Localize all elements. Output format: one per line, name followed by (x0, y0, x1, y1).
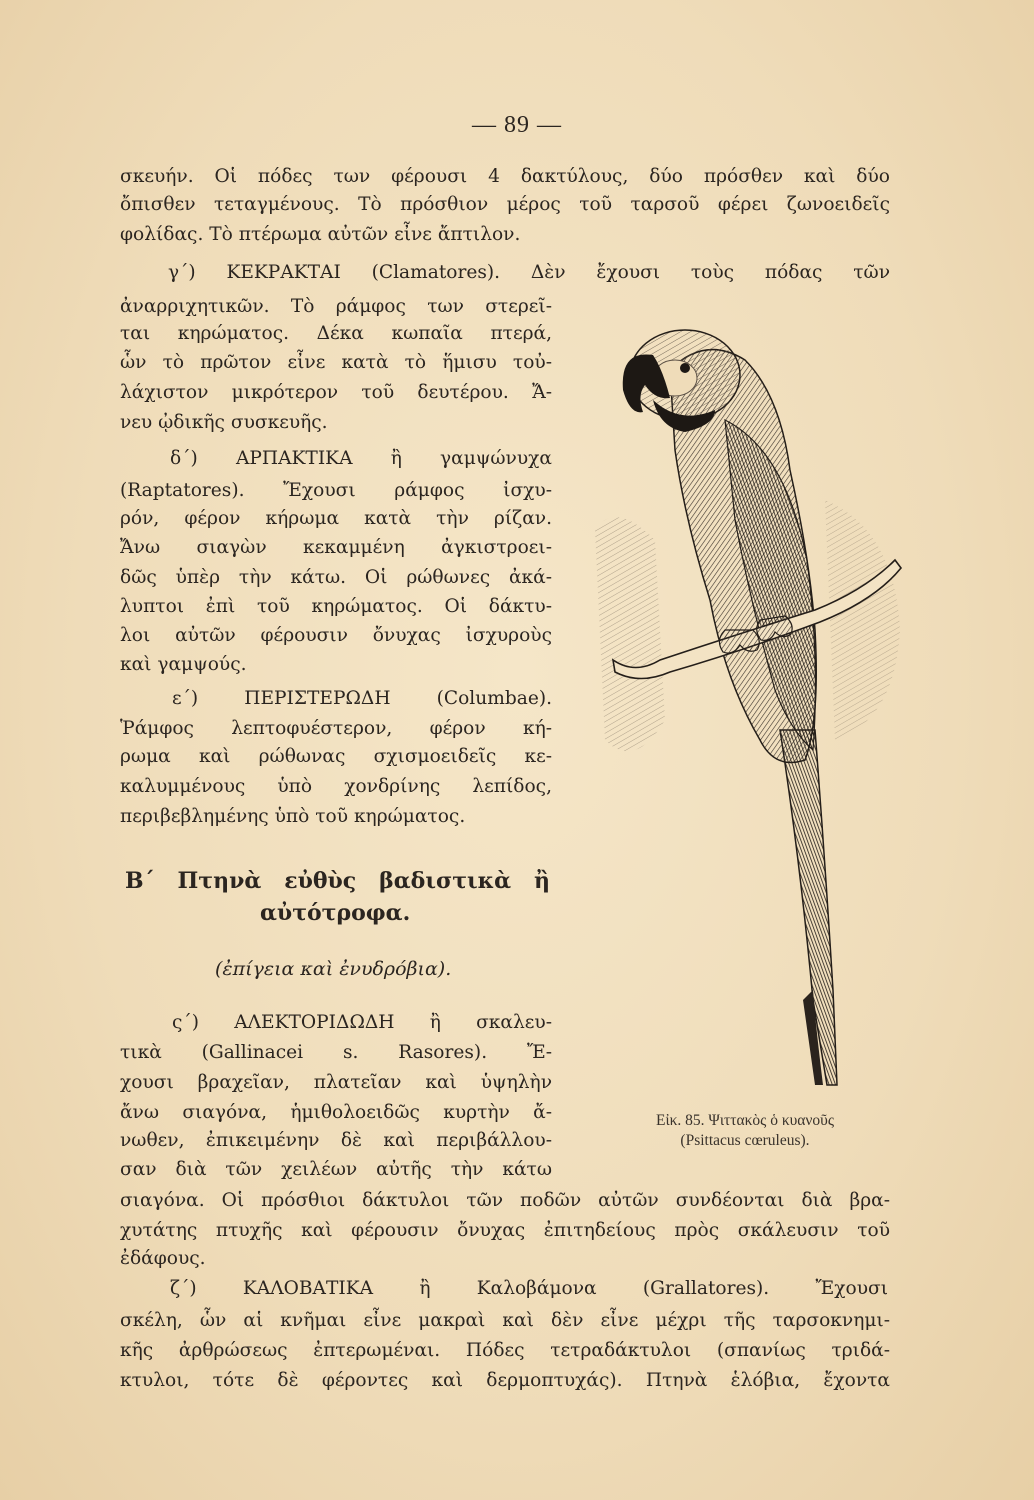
group-subheading: (ἐπίγεια καὶ ἐνυδρόβια). (215, 958, 452, 980)
group-heading-continued: αὐτότροφα. (260, 900, 411, 926)
text-line: χουσι βραχεῖαν, πλατεῖαν καὶ ὑψηλὴν (120, 1072, 552, 1093)
group-heading: Β΄ Πτηνὰ εὐθὺς βαδιστικὰ ἢ (125, 868, 550, 894)
text-line: Ῥάμφος λεπτοφυέστερον, φέρον κή- (120, 718, 552, 739)
text-line: νωθεν, ἐπικειμένην δὲ καὶ περιβάλλου- (120, 1130, 552, 1151)
text-line: λυπτοι ἐπὶ τοῦ κηρώματος. Οἱ δάκτυ- (120, 596, 552, 617)
text-line: τικὰ (Gallinacei s. Rasores). Ἔ- (120, 1042, 552, 1063)
text-line: κῆς ἀρθρώσεως ἐπτερωμέναι. Πόδες τετραδάκτυλοι (σπανίως τριδά- (120, 1340, 890, 1361)
section-heading-line: δ΄) ΑΡΠΑΚΤΙΚΑ ἢ γαμψώνυχα (170, 448, 552, 469)
text-line: ρωμα καὶ ρώθωνας σχισμοειδεῖς κε- (120, 746, 552, 767)
figure-caption-latin: (Psittacus cœruleus). (680, 1132, 810, 1149)
figure-caption: Εἰκ. 85. Ψιττακὸς ὁ κυανοῦς (655, 1112, 834, 1129)
text-line: νευ ᾠδικῆς συσκευῆς. (120, 412, 328, 433)
text-line: καλυμμένους ὑπὸ χονδρίνης λεπίδος, (120, 776, 552, 797)
text-line: ἄνω σιαγόνα, ἡμιθολοειδῶς κυρτὴν ἄ- (120, 1102, 552, 1123)
text-line: ὄπισθεν τεταγμένους. Τὸ πρόσθιον μέρος τοῦ ταρσοῦ φέρει ζωνοειδεῖς (120, 194, 890, 215)
text-line: σκευήν. Οἱ πόδες των φέρουσι 4 δακτύλους, δύο πρόσθεν καὶ δύο (120, 166, 890, 187)
text-line: σαν διὰ τῶν χειλέων αὐτῆς τὴν κάτω (120, 1159, 552, 1180)
text-line: Ἄνω σιαγὼν κεκαμμένη ἀγκιστροει- (120, 537, 552, 558)
text-line: ὧν τὸ πρῶτον εἶνε κατὰ τὸ ἥμισυ τοὐ- (120, 352, 552, 373)
section-heading-line: ζ΄) ΚΑΛΟΒΑΤΙΚΑ ἢ Καλοβάμονα (Grallatores). Ἔχουσι (170, 1278, 888, 1299)
text-line: χυτάτης πτυχῆς καὶ φέρουσιν ὄνυχας ἐπιτηδείους πρὸς σκάλευσιν τοῦ (120, 1220, 890, 1241)
text-line: λάχιστον μικρότερον τοῦ δευτέρου. Ἄ- (120, 382, 552, 403)
text-line: λοι αὐτῶν φέρουσιν ὄνυχας ἰσχυροὺς (120, 625, 552, 646)
section-heading-line: ε΄) ΠΕΡΙΣΤΕΡΩΔΗ (Columbae). (172, 688, 552, 709)
text-line: ρόν, φέρον κήρωμα κατὰ τὴν ρίζαν. (120, 508, 552, 529)
text-line: (Raptatores). Ἔχουσι ράμφος ἰσχυ- (120, 480, 552, 501)
text-line: δῶς ὑπὲρ τὴν κάτω. Οἱ ρώθωνες ἀκά- (120, 567, 552, 588)
section-heading-line: ς΄) ΑΛΕΚΤΟΡΙΔΩΔΗ ἢ σκαλευ- (172, 1012, 552, 1033)
text-line: ἀναρριχητικῶν. Τὸ ράμφος των στερεῖ- (120, 296, 552, 317)
section-heading-line: γ΄) ΚΕΚΡΑΚΤΑΙ (Clamatores). Δὲν ἔχουσι τοὺς πόδας τῶν (168, 262, 890, 283)
text-line: καὶ γαμψούς. (120, 654, 247, 675)
text-line: φολίδας. Τὸ πτέρωμα αὐτῶν εἶνε ἄπτιλον. (120, 224, 521, 245)
text-line: κτυλοι, τότε δὲ φέροντες καὶ δερμοπτυχάς). Πτηνὰ ἑλόβια, ἔχοντα (120, 1370, 890, 1391)
text-line: ται κηρώματος. Δέκα κωπαῖα πτερά, (120, 323, 552, 344)
text-line: περιβεβλημένης ὑπὸ τοῦ κηρώματος. (120, 806, 466, 827)
text-line: σιαγόνα. Οἱ πρόσθιοι δάκτυλοι τῶν ποδῶν αὐτῶν συνδέονται διὰ βρα- (120, 1190, 890, 1211)
page-number: — 89 — (472, 112, 562, 138)
text-line: ἐδάφους. (120, 1248, 206, 1269)
parrot-illustration (575, 300, 905, 1100)
text-line: σκέλη, ὧν αἱ κνῆμαι εἶνε μακραὶ καὶ δὲν εἶνε μέχρι τῆς ταρσοκνημι- (120, 1310, 890, 1331)
